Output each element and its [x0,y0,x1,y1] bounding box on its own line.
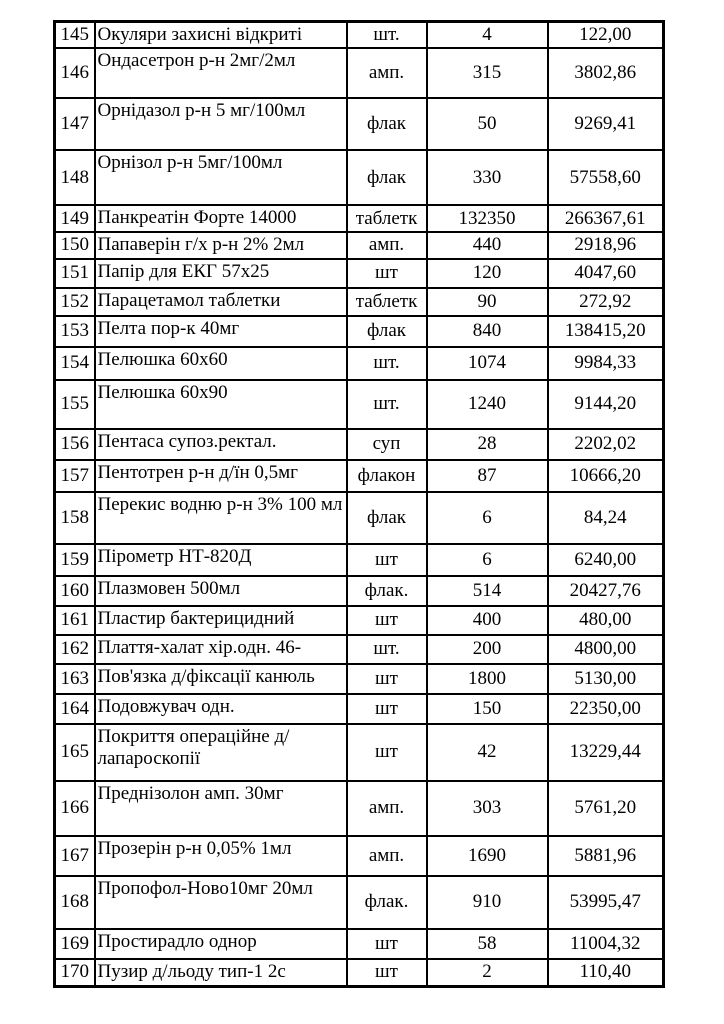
row-number-cell: 153 [55,316,95,347]
item-name-cell: Пелта пор-к 40мг [95,316,347,347]
table-row [55,606,664,635]
table-row [55,836,664,876]
item-name-cell: Прозерін р-н 0,05% 1мл [95,836,347,876]
item-name-cell: Пелюшка 60х90 [95,380,347,429]
amount-cell: 11004,32 [548,929,664,959]
row-number-cell: 150 [55,232,95,258]
unit-cell: шт [347,724,427,781]
amount-cell: 5881,96 [548,836,664,876]
quantity-cell: 910 [427,876,548,929]
quantity-cell: 6 [427,492,548,544]
amount-cell: 4047,60 [548,259,664,288]
table-row [55,288,664,316]
item-name-cell: Преднізолон амп. 30мг [95,781,347,836]
unit-cell: шт. [347,347,427,380]
unit-cell: шт [347,694,427,724]
table-row [55,724,664,781]
table-row [55,347,664,380]
unit-cell: флак [347,150,427,205]
table-row [55,98,664,150]
amount-cell: 5130,00 [548,664,664,694]
quantity-cell: 50 [427,98,548,150]
table-row [55,781,664,836]
quantity-cell: 1240 [427,380,548,429]
item-name-cell: Пентотрен р-н д/їн 0,5мг [95,460,347,492]
row-number-cell: 163 [55,664,95,694]
item-name-cell: Панкреатін Форте 14000 [95,205,347,232]
table-row [55,232,664,258]
unit-cell: шт. [347,380,427,429]
item-name-cell: Перекис водню р-н 3% 100 мл [95,492,347,544]
unit-cell: амп. [347,781,427,836]
amount-cell: 22350,00 [548,694,664,724]
table-row [55,544,664,576]
item-name-cell: Окуляри захисні відкриті [95,22,347,49]
unit-cell: шт. [347,22,427,49]
table-row [55,150,664,205]
quantity-cell: 58 [427,929,548,959]
row-number-cell: 151 [55,259,95,288]
quantity-cell: 90 [427,288,548,316]
item-name-cell: Пропофол-Ново10мг 20мл [95,876,347,929]
amount-cell: 110,40 [548,959,664,987]
item-name-cell: Папаверін г/х р-н 2% 2мл [95,232,347,258]
quantity-cell: 6 [427,544,548,576]
table-row [55,492,664,544]
quantity-cell: 1690 [427,836,548,876]
table-row [55,205,664,232]
quantity-cell: 303 [427,781,548,836]
item-name-cell: Пов'язка д/фіксації канюль [95,664,347,694]
amount-cell: 138415,20 [548,316,664,347]
amount-cell: 84,24 [548,492,664,544]
unit-cell: шт [347,959,427,987]
unit-cell: флак [347,98,427,150]
item-name-cell: Покриття операційне д/лапароскопії [95,724,347,781]
row-number-cell: 149 [55,205,95,232]
unit-cell: флак. [347,576,427,606]
row-number-cell: 157 [55,460,95,492]
row-number-cell: 169 [55,929,95,959]
item-name-cell: Пластир бактерицидний [95,606,347,635]
table-row [55,929,664,959]
item-name-cell: Папір для ЕКГ 57х25 [95,259,347,288]
amount-cell: 2918,96 [548,232,664,258]
table-row [55,429,664,460]
amount-cell: 13229,44 [548,724,664,781]
quantity-cell: 400 [427,606,548,635]
item-name-cell: Пелюшка 60х60 [95,347,347,380]
table-row [55,635,664,664]
item-name-cell: Орнізол р-н 5мг/100мл [95,150,347,205]
quantity-cell: 87 [427,460,548,492]
item-name-cell: Плаття-халат хір.одн. 46- [95,635,347,664]
row-number-cell: 145 [55,22,95,49]
unit-cell: флакон [347,460,427,492]
table-row [55,460,664,492]
amount-cell: 10666,20 [548,460,664,492]
quantity-cell: 840 [427,316,548,347]
amount-cell: 53995,47 [548,876,664,929]
amount-cell: 3802,86 [548,48,664,98]
row-number-cell: 148 [55,150,95,205]
row-number-cell: 164 [55,694,95,724]
quantity-cell: 132350 [427,205,548,232]
amount-cell: 272,92 [548,288,664,316]
row-number-cell: 154 [55,347,95,380]
amount-cell: 9144,20 [548,380,664,429]
row-number-cell: 167 [55,836,95,876]
unit-cell: флак [347,316,427,347]
amount-cell: 480,00 [548,606,664,635]
amount-cell: 5761,20 [548,781,664,836]
table-row [55,22,664,49]
amount-cell: 4800,00 [548,635,664,664]
row-number-cell: 170 [55,959,95,987]
row-number-cell: 146 [55,48,95,98]
inventory-table [53,20,665,988]
quantity-cell: 330 [427,150,548,205]
item-name-cell: Ондасетрон р-н 2мг/2мл [95,48,347,98]
unit-cell: шт [347,664,427,694]
table-row [55,316,664,347]
row-number-cell: 159 [55,544,95,576]
quantity-cell: 150 [427,694,548,724]
unit-cell: таблетк [347,288,427,316]
item-name-cell: Орнідазол р-н 5 мг/100мл [95,98,347,150]
quantity-cell: 1800 [427,664,548,694]
amount-cell: 9269,41 [548,98,664,150]
quantity-cell: 4 [427,22,548,49]
row-number-cell: 158 [55,492,95,544]
quantity-cell: 42 [427,724,548,781]
unit-cell: суп [347,429,427,460]
table-row [55,694,664,724]
row-number-cell: 162 [55,635,95,664]
quantity-cell: 120 [427,259,548,288]
unit-cell: флак. [347,876,427,929]
table-row [55,380,664,429]
table-row [55,576,664,606]
row-number-cell: 165 [55,724,95,781]
unit-cell: шт [347,929,427,959]
unit-cell: шт [347,259,427,288]
amount-cell: 2202,02 [548,429,664,460]
quantity-cell: 28 [427,429,548,460]
amount-cell: 6240,00 [548,544,664,576]
table-row [55,259,664,288]
quantity-cell: 315 [427,48,548,98]
table-row [55,664,664,694]
row-number-cell: 160 [55,576,95,606]
row-number-cell: 152 [55,288,95,316]
quantity-cell: 514 [427,576,548,606]
row-number-cell: 168 [55,876,95,929]
item-name-cell: Пірометр НТ-820Д [95,544,347,576]
item-name-cell: Парацетамол таблетки [95,288,347,316]
quantity-cell: 2 [427,959,548,987]
table-row [55,876,664,929]
row-number-cell: 147 [55,98,95,150]
amount-cell: 57558,60 [548,150,664,205]
row-number-cell: 156 [55,429,95,460]
unit-cell: таблетк [347,205,427,232]
amount-cell: 9984,33 [548,347,664,380]
table-row [55,48,664,98]
unit-cell: амп. [347,836,427,876]
item-name-cell: Простирадло однор [95,929,347,959]
item-name-cell: Пентаса супоз.ректал. [95,429,347,460]
unit-cell: амп. [347,232,427,258]
amount-cell: 122,00 [548,22,664,49]
unit-cell: флак [347,492,427,544]
row-number-cell: 166 [55,781,95,836]
quantity-cell: 440 [427,232,548,258]
item-name-cell: Пузир д/льоду тип-1 2с [95,959,347,987]
unit-cell: шт [347,544,427,576]
row-number-cell: 155 [55,380,95,429]
inventory-table-body [55,22,664,987]
unit-cell: шт [347,606,427,635]
item-name-cell: Плазмовен 500мл [95,576,347,606]
row-number-cell: 161 [55,606,95,635]
unit-cell: шт. [347,635,427,664]
item-name-cell: Подовжувач одн. [95,694,347,724]
quantity-cell: 1074 [427,347,548,380]
quantity-cell: 200 [427,635,548,664]
amount-cell: 266367,61 [548,205,664,232]
table-row [55,959,664,987]
amount-cell: 20427,76 [548,576,664,606]
unit-cell: амп. [347,48,427,98]
